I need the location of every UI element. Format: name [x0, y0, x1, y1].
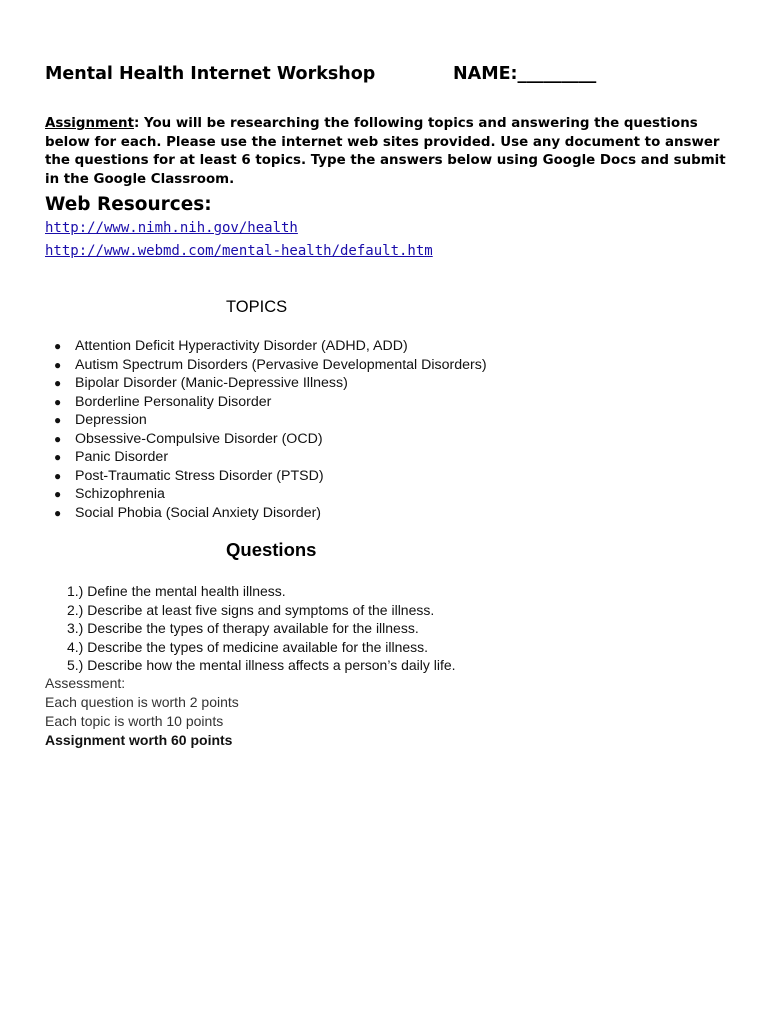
- list-item: [45, 504, 487, 523]
- bullet-icon: ●: [54, 450, 62, 464]
- assessment-section: [45, 674, 239, 750]
- bullet-icon: ●: [54, 339, 62, 353]
- assessment-line: Each topic is worth 10 points: [45, 713, 224, 729]
- bullet-icon: ●: [54, 431, 62, 446]
- list-item: [45, 411, 487, 430]
- bullet-icon: ●: [54, 468, 62, 483]
- assessment-line: Each question is worth 2 points: [45, 694, 239, 710]
- document-title: Mental Health Internet Workshop: [45, 64, 376, 84]
- topic-text: Social Phobia (Social Anxiety Disorder): [75, 504, 322, 521]
- list-item: 4.) Describe the types of medicine available for the illness.: [67, 638, 429, 655]
- list-item: [45, 374, 487, 393]
- bullet-icon: ●: [54, 357, 62, 372]
- assessment-total: Assignment worth 60 points: [45, 732, 233, 748]
- topic-text: Schizophrenia: [75, 486, 165, 502]
- list-item: 3.) Describe the types of therapy available for the illness.: [67, 620, 419, 636]
- assignment-text: : You will be researching the following topics and answering the questions below for each. Please use the internet web sites provided. Use any document to answer the questions for at least 6 topics. Type the answers below using Google Docs and submit in the Google Classroom.: [45, 116, 726, 187]
- list-item: [45, 467, 487, 486]
- webmd-link[interactable]: http://www.webmd.com/mental-health/default.htm: [45, 243, 433, 259]
- list-item: [45, 448, 487, 467]
- topic-text: Attention Deficit Hyperactivity Disorder (ADHD, ADD): [75, 338, 408, 354]
- questions-list: [67, 582, 456, 675]
- topics-heading: TOPICS: [226, 298, 288, 316]
- topic-text: Autism Spectrum Disorders (Pervasive Developmental Disorders): [75, 356, 487, 373]
- web-resources-heading: Web Resources:: [45, 194, 212, 215]
- bullet-icon: ●: [54, 413, 62, 427]
- topic-text: Bipolar Disorder (Manic-Depressive Illness): [75, 375, 348, 391]
- topic-text: Obsessive-Compulsive Disorder (OCD): [75, 430, 323, 447]
- topics-list: [45, 337, 487, 522]
- questions-heading: Questions: [226, 539, 317, 560]
- topic-text: Borderline Personality Disorder: [75, 393, 272, 410]
- list-item: [45, 393, 487, 412]
- bullet-icon: ●: [54, 376, 62, 390]
- topic-text: Panic Disorder: [75, 449, 169, 465]
- title-row: [45, 64, 597, 84]
- bullet-icon: ●: [54, 487, 62, 501]
- name-field-label: NAME:_________: [453, 64, 597, 84]
- list-item: 5.) Describe how the mental illness affects a person’s daily life.: [67, 657, 456, 673]
- list-item: 1.) Define the mental health illness.: [67, 583, 286, 599]
- list-item: [45, 356, 487, 375]
- topic-text: Post-Traumatic Stress Disorder (PTSD): [75, 467, 324, 484]
- bullet-icon: ●: [54, 394, 62, 409]
- assignment-label: Assignment: [45, 116, 134, 131]
- assignment-paragraph: [45, 115, 735, 189]
- list-item: [45, 485, 487, 504]
- nimh-link[interactable]: http://www.nimh.nih.gov/health: [45, 220, 298, 236]
- list-item: 2.) Describe at least five signs and symptoms of the illness.: [67, 601, 435, 618]
- bullet-icon: ●: [54, 505, 62, 520]
- list-item: [45, 337, 487, 356]
- assessment-label: Assessment:: [45, 675, 126, 691]
- topic-text: Depression: [75, 412, 147, 428]
- list-item: [45, 430, 487, 449]
